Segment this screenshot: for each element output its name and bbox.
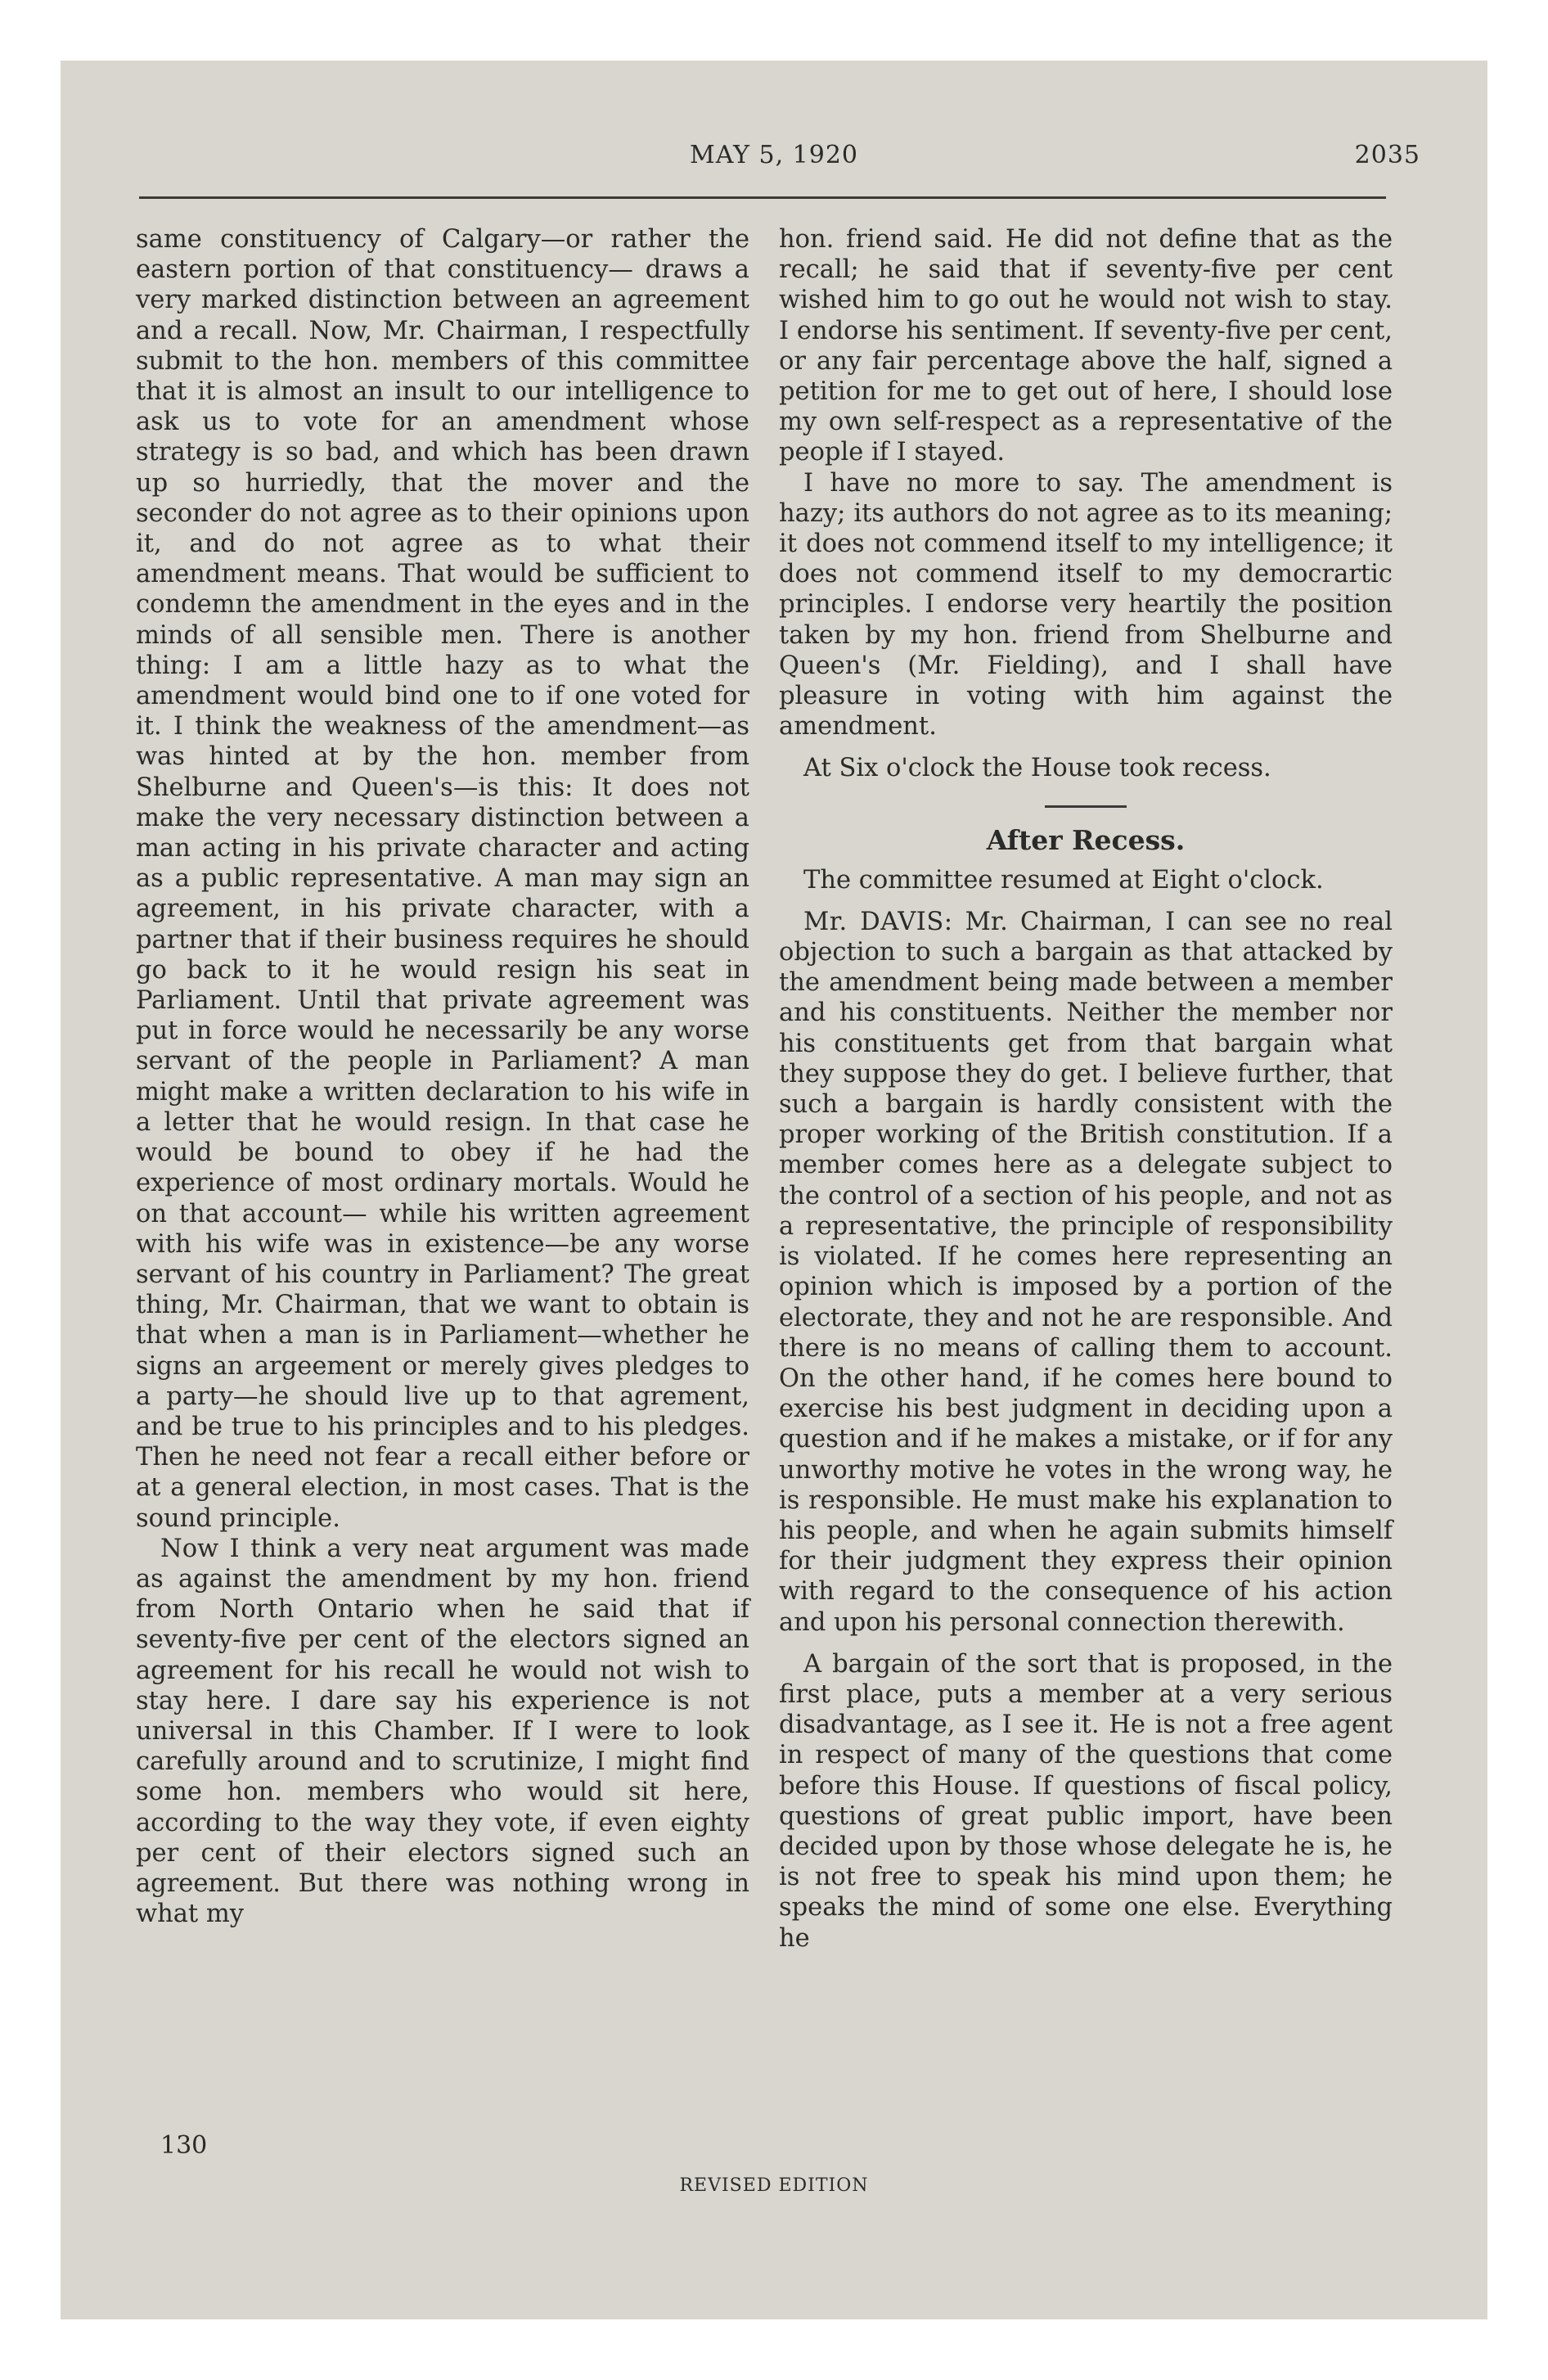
right-paragraph-2: I have no more to say. The amendment is hazy; its authors do not agree as to its meaning; it does not commend itself to my intelligence; it does not commend itself to my democrartic principles. I endorse very heartily the position taken by my hon. friend from Shelburne and Queen's (Mr. Fielding), and I shall have pleasure in voting with him against the amendment. — [779, 468, 1393, 741]
resumed-note: The committee resumed at Eight o'clock. — [803, 865, 1324, 895]
header-date: MAY 5, 1920 — [689, 141, 858, 169]
right-column — [779, 224, 1393, 1954]
edition-note: REVISED EDITION — [679, 2175, 869, 2196]
davis-paragraph-2: A bargain of the sort that is proposed, in the first place, puts a member at a very serious disadvantage, as I see it. He is not a free agent in respect of many of the questions that come before this House. If questions of fiscal policy, questions of great public import, have been decided upon by those whose delegate he is, he is not free to speak his mind upon them; he speaks the mind of some one else. Everything he — [779, 1649, 1393, 1953]
left-paragraph-2: Now I think a very neat argument was made as against the amendment by my hon. friend from North Ontario when he said that if seventy-five per cent of the electors signed an agreement for his recall he would not wish to stay here. I dare say his experience is not universal in this Chamber. If I were to look carefully around and to scrutinize, I might find some hon. members who would sit here, according to the way they vote, if even eighty per cent of their electors signed such an agreement. But there was nothing wrong in what my — [136, 1534, 749, 1929]
right-paragraph-1: hon. friend said. He did not define that as the recall; he said that if seventy-five per cent wished him to go out he would not wish to stay. I endorse his sentiment. If seventy-five per cent, or any fair percentage above the half, signed a petition for me to get out of here, I should lose my own self-respect as a representative of the people if I stayed. — [779, 225, 1393, 467]
header-rule — [139, 196, 1386, 199]
running-header — [61, 141, 1487, 182]
davis-paragraph-1: Mr. Chairman, I can see no real objection to such a bargain as that attacked by the amendment being made between a member and his constituents. Neither the member nor his constituents get from that bargain what they suppose they do get. I believe further, that such a bargain is hardly consistent with the proper working of the British constitution. If a member comes here as a delegate subject to the control of a section of his people, and not as a representative, the principle of responsibility is violated. If he comes here representing an opinion which is imposed by a portion of the electorate, they and not he are responsible. And there is no means of calling them to account. On the other hand, if he comes here bound to exercise his best judgment in deciding upon a question and if he makes a mistake, or if for any unworthy motive he votes in the wrong way, he is responsible. He must make his explanation to his people, and when he again submits himself for their judgment they express their opinion with regard to the consequence of his action and upon his personal connection therewith. — [779, 907, 1393, 1637]
scanned-page — [61, 61, 1487, 2319]
section-divider — [1045, 805, 1127, 808]
speaker-name: Mr. DAVIS: — [803, 907, 953, 936]
header-page-number: 2035 — [1354, 141, 1420, 169]
recess-note: At Six o'clock the House took recess. — [803, 754, 1271, 783]
left-paragraph-1: same constituency of Calgary—or rather the eastern portion of that constituency— draws a very marked distinction between an agreement and a recall. Now, Mr. Chairman, I respectfully submit to the hon. members of this committee that it is almost an insult to our intelligence to ask us to vote for an amendment whose strategy is so bad, and which has been drawn up so hurriedly, that the mover and the seconder do not agree as to their opinions upon it, and do not agree as to what their amendment means. That would be sufficient to condemn the amendment in the eyes and in the minds of all sensible men. There is another thing: I am a little hazy as to what the amendment would bind one to if one voted for it. I think the weakness of the amendment—as was hinted at by the hon. member from Shelburne and Queen's—is this: It does not make the very necessary distinction between a man acting in his private character and acting as a public representative. A man may sign an agreement, in his private character, with a partner that if their business requires he should go back to it he would resign his seat in Parliament. Until that private agreement was put in force would he necessarily be any worse servant of the people in Parliament? A man might make a written declaration to his wife in a letter that he would resign. In that case he would be bound to obey if he had the experience of most ordinary mortals. Would he on that account— while his written agreement with his wife was in existence—be any worse servant of his country in Parliament? The great thing, Mr. Chairman, that we want to obtain is that when a man is in Parliament—whether he signs an argeement or merely gives pledges to a party—he should live up to that agrement, and be true to his principles and to his pledges. Then he need not fear a recall either before or at a general election, in most cases. That is the sound principle. — [136, 225, 749, 1533]
section-heading: After Recess. — [986, 823, 1186, 856]
left-column — [136, 224, 749, 1929]
folio-number: 130 — [160, 2131, 208, 2160]
davis-speech — [779, 907, 1393, 1638]
